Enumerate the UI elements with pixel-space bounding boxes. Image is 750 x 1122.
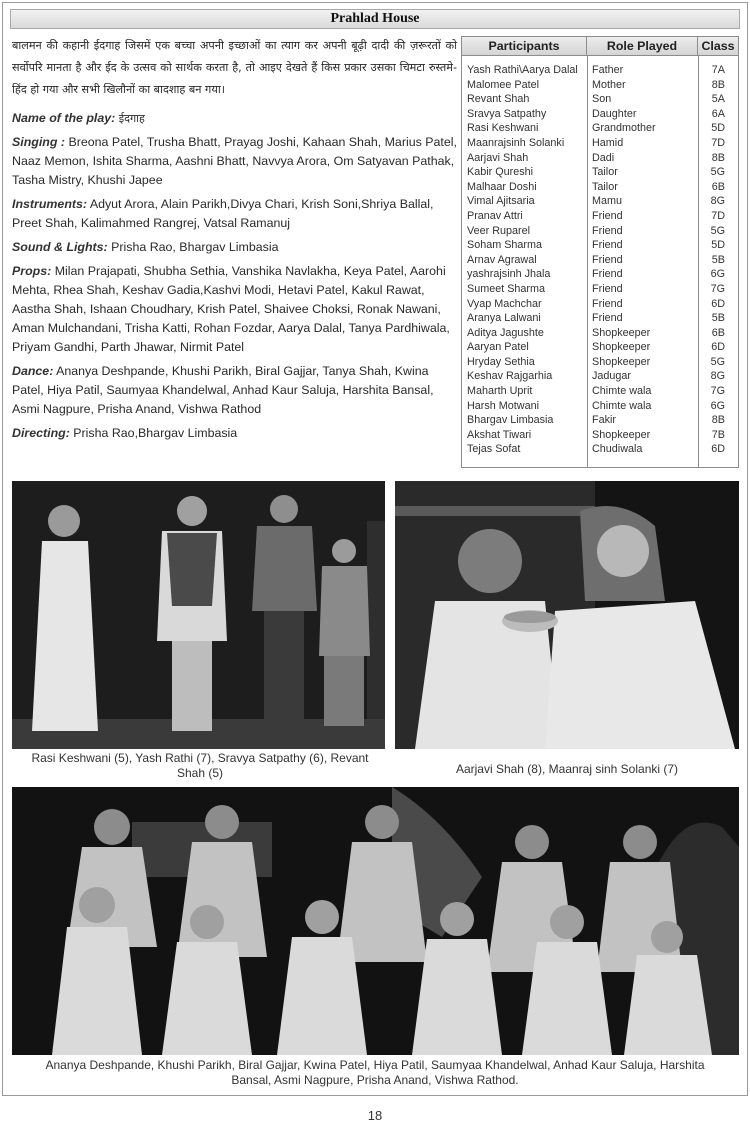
role-played: Mamu — [592, 195, 622, 208]
role-played: Friend — [592, 268, 623, 281]
intro-paragraph: बालमन की कहानी ईदगाह जिसमें एक बच्चा अपनी इच्छाओं का त्याग कर अपनी बूढ़ी दादी की ज़रूरतों को सर्वोपरि मानता है और ईद के उत्सव को सार्थक करता है, तो आइए देखते हैं किस प्रकार उसका चिमटा रुस्तमे-हिंद हो गया और सभी खिलौनों का बादशाह बन गया। — [12, 39, 457, 96]
photo-3-caption: Ananya Deshpande, Khushi Parikh, Biral Gajjar, Kwina Patel, Hiya Patil, Saumyaa Khandelwal, Anhad Kaur Saluja, Harshita Bansal, Asmi Nagpure, Prisha Anand, Vishwa Rathod. — [45, 1058, 705, 1087]
participant-name: Soham Sharma — [467, 239, 543, 252]
role-played: Chimte wala — [592, 385, 652, 398]
role-played: Shopkeeper — [592, 341, 651, 354]
cast-row — [462, 413, 738, 428]
cast-row — [462, 267, 738, 282]
role-played: Tailor — [592, 166, 618, 179]
class-value: 7B — [711, 428, 725, 441]
participant-name: Malhaar Doshi — [467, 180, 537, 193]
role-played: Father — [592, 64, 624, 76]
cast-row — [462, 355, 738, 370]
sound-label: Sound & Lights: — [12, 240, 108, 254]
class-value: 6G — [710, 399, 725, 412]
role-header: Role Played — [587, 37, 698, 55]
participant-name: Rasi Keshwani — [467, 122, 539, 135]
cast-row — [462, 399, 738, 414]
role-played: Chudiwala — [592, 443, 643, 456]
class-value: 6D — [711, 341, 725, 354]
stage-photo-3 — [12, 787, 739, 1055]
props-credits — [12, 262, 457, 357]
singing-names: Breona Patel, Trusha Bhatt, Prayag Joshi, Kahaan Shah, Marius Patel, Naaz Memon, Ishita Sharma, Aashni Bhatt, Navvya Arora, Om Satyavan Pathak, Tasha Mistry, Khushi Japee — [12, 135, 457, 187]
directing-label: Directing: — [12, 426, 70, 440]
participant-name: Malomee Patel — [467, 78, 540, 91]
class-value: 6A — [711, 107, 725, 120]
dance-label: Dance: — [12, 364, 54, 378]
cast-row — [462, 224, 738, 239]
cast-row — [462, 107, 738, 122]
role-played: Friend — [592, 312, 623, 325]
participant-name: Veer Ruparel — [467, 224, 531, 237]
role-played: Friend — [592, 239, 623, 252]
role-played: Friend — [592, 282, 623, 295]
participant-name: Vimal Ajitsaria — [467, 195, 535, 208]
participant-name: Harsh Motwani — [467, 399, 540, 412]
role-played: Chimte wala — [592, 399, 652, 412]
role-played: Grandmother — [592, 122, 656, 135]
cast-row — [462, 136, 738, 151]
class-value: 7G — [710, 282, 725, 295]
class-value: 8G — [710, 370, 725, 383]
class-value: 8B — [711, 151, 725, 164]
role-played: Friend — [592, 209, 623, 222]
class-value: 5D — [711, 239, 725, 252]
cast-row — [462, 253, 738, 268]
cast-row — [462, 282, 738, 297]
play-name-label: Name of the play: — [12, 111, 116, 125]
participant-name: Keshav Rajgarhia — [467, 370, 553, 383]
role-played: Tailor — [592, 180, 618, 193]
photo-1-caption: Rasi Keshwani (5), Yash Rathi (7), Sravya Satpathy (6), Revant Shah (5) — [31, 751, 369, 780]
class-value: 5G — [710, 224, 725, 237]
participant-name: Kabir Qureshi — [467, 166, 534, 179]
participants-header: Participants — [462, 37, 587, 55]
singing-label: Singing : — [12, 135, 65, 149]
stage-photo-2 — [395, 481, 739, 749]
column-divider — [587, 56, 588, 467]
participant-name: Maharth Uprit — [467, 385, 533, 398]
play-name-value: ईदगाह — [118, 112, 145, 125]
class-value: 7D — [711, 209, 725, 222]
instruments-names: Adyut Arora, Alain Parikh,Divya Chari, Krish Soni,Shriya Ballal, Preet Shah, Kalimahmed Rangrej, Vatsal Ramanuj — [12, 197, 434, 230]
house-title: Prahlad House — [10, 9, 740, 29]
dance-credits — [12, 362, 457, 419]
cast-row — [462, 151, 738, 166]
cast-table — [461, 36, 739, 468]
page-number: 18 — [367, 1108, 383, 1122]
participant-name: yashrajsinh Jhala — [467, 268, 551, 281]
class-value: 6D — [711, 443, 725, 456]
participant-name: Maanrajsinh Solanki — [467, 136, 565, 149]
cast-row — [462, 428, 738, 443]
role-played: Shopkeeper — [592, 428, 651, 441]
singing-credits — [12, 133, 457, 190]
cast-row — [462, 121, 738, 136]
class-value: 6G — [710, 268, 725, 281]
instruments-label: Instruments: — [12, 197, 88, 211]
class-value: 5A — [711, 93, 725, 106]
role-played: Son — [592, 93, 612, 106]
class-value: 8B — [711, 78, 725, 91]
participant-name: Bhargav Limbasia — [467, 414, 554, 427]
dance-names: Ananya Deshpande, Khushi Parikh, Biral Gajjar, Tanya Shah, Kwina Patel, Hiya Patil, Saumyaa Khandelwal, Anhad Kaur Saluja, Harshita Bansal, Asmi Nagpure, Prisha Anand, Vishwa Rathod — [12, 364, 434, 416]
participant-name: Hryday Sethia — [467, 355, 535, 368]
photo-2-caption: Aarjavi Shah (8), Maanraj sinh Solanki (7) — [455, 762, 679, 776]
play-name-line — [12, 109, 457, 128]
role-played: Dadi — [592, 151, 615, 164]
cast-row — [462, 369, 738, 384]
instruments-credits — [12, 195, 457, 233]
props-names: Milan Prajapati, Shubha Sethia, Vanshika Navlakha, Keya Patel, Aarohi Mehta, Rhea Shah, Keshav Gadia,Kashvi Modi, Hetavi Patel, Kakul Rawat, Aastha Shah, Ishaan Choudhary, Krish Patel, Shaivee Choksi, Ronak Nawani, Aman Mulchandani, Trisha Katti, Rohan Fozdar, Aarya Dalal, Tanya Pardhiwala, Priyam Gandhi, Parth Jhawar, Nirmit Patel — [12, 264, 450, 354]
role-played: Daughter — [592, 107, 637, 120]
role-played: Friend — [592, 253, 623, 266]
column-divider — [698, 56, 699, 467]
class-value: 6D — [711, 297, 725, 310]
cast-row — [462, 297, 738, 312]
credits-column — [12, 35, 457, 448]
sound-credits — [12, 238, 457, 257]
stage-photo-1 — [12, 481, 385, 749]
cast-row — [462, 384, 738, 399]
class-value: 7D — [711, 136, 725, 149]
cast-table-body — [462, 56, 738, 467]
role-played: Shopkeeper — [592, 326, 651, 339]
role-played: Hamid — [592, 136, 624, 149]
participant-name: Aaryan Patel — [467, 341, 529, 354]
cast-table-header — [462, 37, 738, 56]
participant-name: Akshat Tiwari — [467, 428, 532, 441]
sound-names: Prisha Rao, Bhargav Limbasia — [111, 240, 279, 254]
participant-name: Vyap Machchar — [467, 297, 542, 310]
participant-name: Yash Rathi\Aarya Dalal — [467, 64, 578, 76]
class-header: Class — [701, 39, 735, 53]
class-value: 5B — [711, 253, 725, 266]
participant-name: Tejas Sofat — [467, 443, 521, 456]
role-played: Fakir — [592, 414, 616, 427]
participant-name: Arnav Agrawal — [467, 253, 537, 266]
participant-name: Revant Shah — [467, 93, 530, 106]
role-played: Friend — [592, 224, 623, 237]
class-value: 6B — [711, 326, 725, 339]
cast-row — [462, 78, 738, 93]
cast-row — [462, 63, 738, 78]
participant-name: Aranya Lalwani — [467, 312, 541, 325]
directing-names: Prisha Rao,Bhargav Limbasia — [73, 426, 238, 440]
cast-row — [462, 326, 738, 341]
class-value: 8B — [711, 414, 725, 427]
cast-row — [462, 340, 738, 355]
class-value: 5D — [711, 122, 725, 135]
role-played: Shopkeeper — [592, 355, 651, 368]
cast-row — [462, 311, 738, 326]
role-played: Jadugar — [592, 370, 632, 383]
participant-name: Aarjavi Shah — [467, 151, 529, 164]
cast-row — [462, 442, 738, 457]
cast-row — [462, 180, 738, 195]
class-value: 5G — [710, 355, 725, 368]
class-value: 7G — [710, 385, 725, 398]
props-label: Props: — [12, 264, 52, 278]
cast-row — [462, 209, 738, 224]
directing-credits — [12, 424, 457, 443]
class-value: 5B — [711, 312, 725, 325]
role-played: Mother — [592, 78, 626, 91]
cast-row — [462, 92, 738, 107]
class-value: 7A — [711, 64, 725, 76]
participant-name: Sravya Satpathy — [467, 107, 547, 120]
cast-row — [462, 194, 738, 209]
class-value: 5G — [710, 166, 725, 179]
participant-name: Aditya Jagushte — [467, 326, 544, 339]
participant-name: Sumeet Sharma — [467, 282, 546, 295]
class-value: 8G — [710, 195, 725, 208]
cast-row — [462, 165, 738, 180]
participant-name: Pranav Attri — [467, 209, 523, 222]
class-value: 6B — [711, 180, 725, 193]
cast-row — [462, 238, 738, 253]
role-played: Friend — [592, 297, 623, 310]
